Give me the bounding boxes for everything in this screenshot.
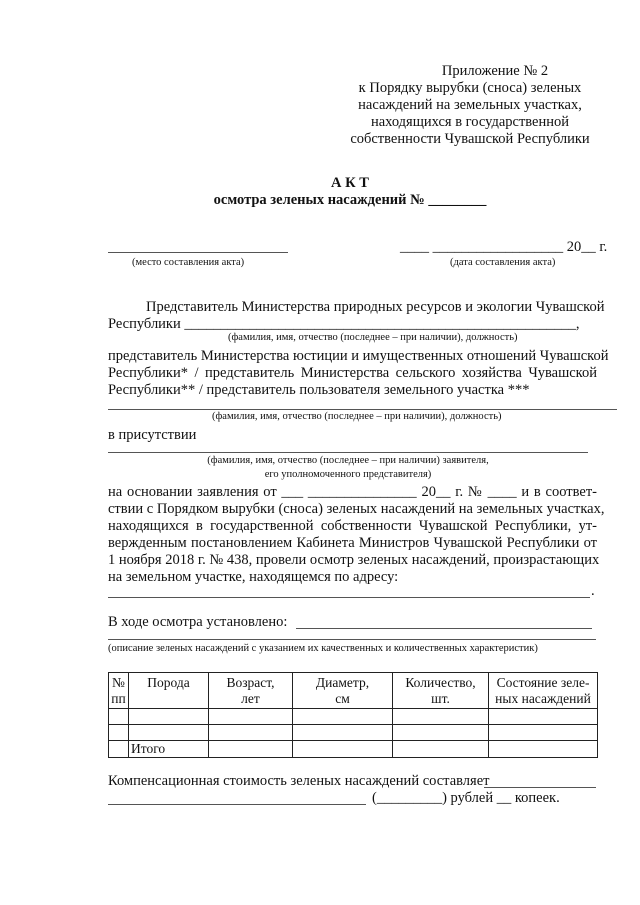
- address-end: .: [591, 583, 595, 599]
- findings-label: В ходе осмотра установлено:: [108, 614, 288, 630]
- caption-representative-2: (фамилия, имя, отчество (последнее – при наличии), должность): [212, 411, 502, 422]
- annex-line-5: собственности Чувашской Республики: [350, 131, 590, 147]
- address-blank: [108, 597, 590, 598]
- paragraph-3-line-5: 1 ноября 2018 г. № 438, провели осмотр зеленых насаждений, произрастающих: [108, 552, 600, 568]
- table-row: [109, 725, 598, 741]
- caption-findings: (описание зеленых насаждений с указанием их качественных и количественных характеристик): [108, 643, 538, 654]
- paragraph-3-line-2: ствии с Порядком вырубки (сноса) зеленых насаждений на земельных участках,: [108, 501, 605, 517]
- paragraph-1-line-2: Республики ______________________________________________________,: [108, 316, 580, 332]
- header-age: Возраст, лет: [209, 673, 293, 709]
- caption-applicant-line-1: (фамилия, имя, отчество (последнее – при наличии) заявителя,: [207, 455, 489, 466]
- paragraph-3-line-6: на земельном участке, находящемся по адресу:: [108, 569, 399, 585]
- compensation-words-blank: [108, 804, 366, 805]
- paragraph-1-line-1: Представитель Министерства природных ресурсов и экологии Чувашской: [146, 299, 605, 315]
- page-title: А К Т: [331, 175, 369, 191]
- table-row: [109, 709, 598, 725]
- caption-representative-1: (фамилия, имя, отчество (последнее – при наличии), должность): [228, 332, 518, 343]
- paragraph-2-line-3: Республики** / представитель пользователя земельного участка ***: [108, 382, 530, 398]
- compensation-line-2: (_________) рублей __ копеек.: [372, 790, 560, 806]
- annex-line-1: Приложение № 2: [441, 63, 549, 79]
- annex-line-4: находящихся в государственной: [370, 114, 570, 130]
- table-header-row: [109, 673, 598, 709]
- paragraph-3-line-3: находящихся в государственной собственности Чувашской Республики, ут-: [108, 518, 597, 534]
- header-diameter: Диаметр, см: [293, 673, 393, 709]
- date-caption: (дата составления акта): [450, 257, 556, 268]
- annex-line-2: к Порядку вырубки (сноса) зеленых: [358, 80, 582, 96]
- header-condition: Состояние зеле- ных насаждений: [489, 673, 598, 709]
- table-total-row: [109, 741, 598, 758]
- caption-applicant-line-2: его уполномоченного представителя): [264, 469, 432, 480]
- header-quantity: Количество, шт.: [393, 673, 489, 709]
- annex-line-3: насаждений на земельных участках,: [358, 97, 582, 113]
- representative-2-blank: [108, 409, 617, 410]
- total-label: Итого: [129, 741, 209, 758]
- compensation-line-1: Компенсационная стоимость зеленых насаждений составляет: [108, 773, 490, 789]
- inspection-table: [108, 672, 598, 758]
- header-species: Порода: [129, 673, 209, 709]
- applicant-blank: [108, 452, 588, 453]
- paragraph-3-line-4: вержденным постановлением Кабинета Министров Чувашской Республики от: [108, 535, 597, 551]
- place-caption: (место составления акта): [132, 257, 245, 268]
- paragraph-3-line-1: на основании заявления от ___ _______________ 20__ г. № ____ и в соответ-: [108, 484, 597, 500]
- presence-label: в присутствии: [108, 427, 197, 443]
- place-blank: [108, 252, 288, 253]
- header-number: № пп: [109, 673, 129, 709]
- date-value: ____ __________________ 20__ г.: [400, 239, 608, 255]
- paragraph-2-line-1: представитель Министерства юстиции и имущественных отношений Чувашской: [108, 348, 609, 364]
- findings-blank-1: [296, 628, 592, 629]
- page-subtitle: осмотра зеленых насаждений № ________: [213, 192, 487, 208]
- findings-blank-2: [108, 639, 596, 640]
- compensation-amount-blank: [484, 787, 596, 788]
- paragraph-2-line-2: Республики* / представитель Министерства сельского хозяйства Чувашской: [108, 365, 597, 381]
